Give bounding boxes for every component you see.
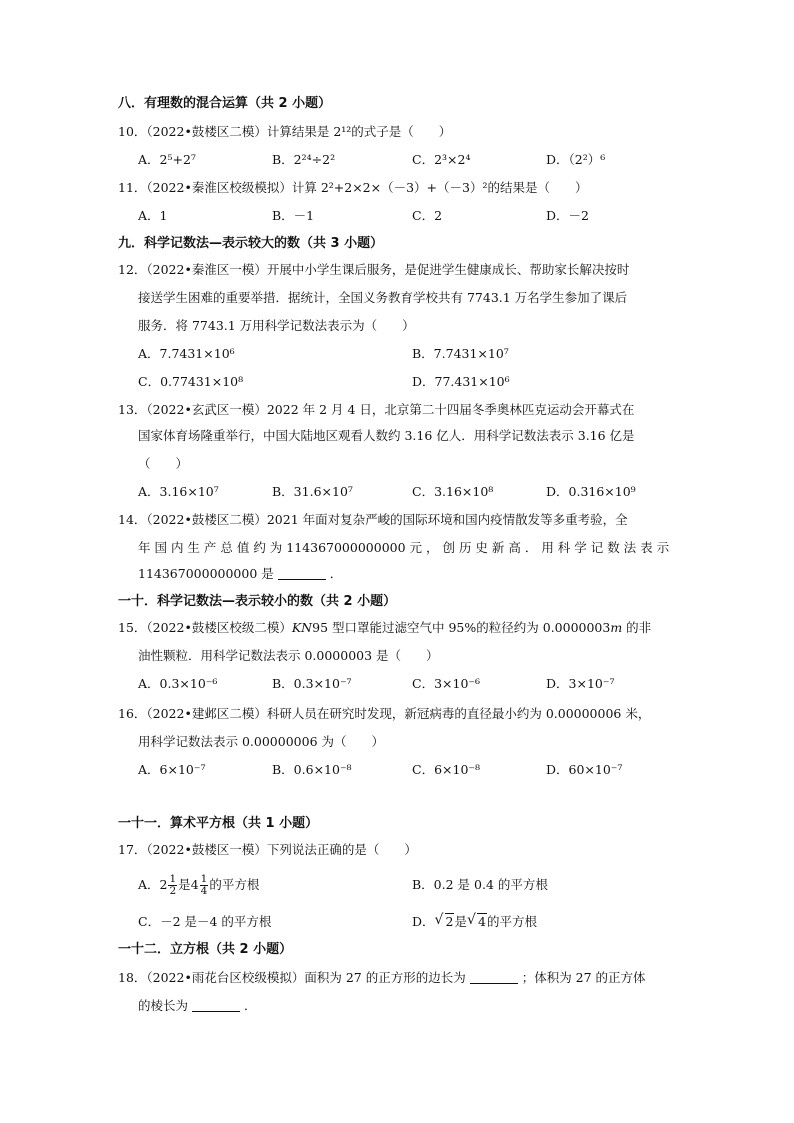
option-c: C．0.77431×10⁸ — [138, 374, 244, 389]
square-root — [435, 914, 455, 930]
section-title: 八．有理数的混合运算（共 2 小题） — [118, 96, 332, 111]
question-number: 11． — [118, 180, 147, 195]
option-c: C．6×10⁻⁸ — [412, 762, 481, 777]
option-label: D． — [412, 914, 435, 929]
question-number: 13． — [118, 402, 147, 417]
option-a: A．7.7431×10⁶ — [138, 346, 235, 361]
option-d: D．77.431×10⁶ — [412, 374, 510, 389]
option-a: A．2⁵+2⁷ — [138, 152, 196, 167]
option-d: D．0.316×10⁹ — [546, 484, 636, 499]
option-b: B．2²⁴÷2² — [272, 152, 336, 167]
question-text: ；体积为 27 的正方体 — [521, 970, 646, 985]
question-number: 12． — [118, 262, 147, 277]
punctuation: ． — [244, 998, 257, 1013]
question-source: （2022•鼓楼区校级二模） — [146, 620, 292, 635]
question-12 — [118, 262, 629, 278]
square-root — [467, 914, 487, 930]
option-d: D．－2 — [546, 208, 589, 223]
question-text-line: （ ） — [138, 456, 189, 471]
question-text: 95 型口罩能过滤空气中 95%的粒径约为 0.0000003 — [312, 620, 611, 635]
question-18 — [118, 970, 646, 986]
question-11 — [118, 180, 588, 196]
question-text-line: 国家体育场隆重举行，中国大陆地区观看人数约 3.16 亿人．用科学记数法表示 3.16 亿是 — [138, 428, 635, 443]
radicand: 4 — [478, 914, 486, 929]
question-text-line: 服务．将 7743.1 万用科学记数法表示为（ ） — [138, 318, 415, 333]
question-text: 计算 2²+2×2×（－3）+（－3）²的结果是（ ） — [291, 180, 588, 195]
punctuation: ． — [329, 566, 343, 581]
option-d: D．60×10⁻⁷ — [546, 762, 623, 777]
denominator: 4 — [200, 885, 208, 897]
option-a: A．3.16×10⁷ — [138, 484, 219, 499]
question-number: 10． — [118, 124, 147, 139]
option-text: 的平方根 — [209, 877, 260, 892]
answer-blank[interactable] — [470, 971, 518, 984]
question-source: （2022•鼓楼区一模） — [146, 842, 267, 857]
option-c: C．3×10⁻⁶ — [412, 676, 481, 691]
radicand: 2 — [445, 914, 454, 929]
answer-blank[interactable] — [192, 999, 240, 1012]
option-c: C．－2 是－4 的平方根 — [138, 914, 272, 929]
question-number: 17． — [118, 842, 147, 857]
fraction — [200, 874, 209, 897]
option-a: A．0.3×10⁻⁶ — [138, 676, 218, 691]
option-text: 是 — [178, 877, 191, 892]
question-source: （2022•秦淮区一模） — [146, 262, 267, 277]
option-text: 是 — [454, 914, 467, 929]
question-text: 2021 年面对复杂严峻的国际环境和国内疫情散发等多重考验，全 — [266, 512, 628, 527]
option-a: A．1 — [138, 208, 168, 223]
answer-blank[interactable] — [278, 567, 326, 580]
question-text: 114367000000000 是 — [138, 566, 274, 581]
question-text-line: 年 国 内 生 产 总 值 约 为 114367000000000 元 ， 创 历 史 新 高 ． 用 科 学 记 数 法 表 示 — [138, 540, 670, 555]
question-text-line: 接送学生困难的重要举措．据统计，全国义务教育学校共有 7743.1 万名学生参加了课后 — [138, 290, 628, 305]
question-text: 开展中小学生课后服务，是促进学生健康成长、帮助家长解决按时 — [266, 262, 630, 277]
numerator: 1 — [169, 873, 177, 885]
option-b: B．－1 — [272, 208, 315, 223]
numerator: 1 — [200, 873, 208, 885]
option-b: B．0.3×10⁻⁷ — [272, 676, 352, 691]
option-a: A．6×10⁻⁷ — [138, 762, 206, 777]
option-b: B．7.7431×10⁷ — [412, 346, 509, 361]
section-title: 一十．科学记数法—表示较小的数（共 2 小题） — [118, 594, 397, 609]
question-15 — [118, 620, 651, 636]
question-text: 的棱长为 — [138, 998, 189, 1013]
question-13 — [118, 402, 634, 418]
question-text-line — [138, 566, 342, 582]
question-text-line: 用科学记数法表示 0.00000006 为（ ） — [138, 734, 384, 749]
question-source: （2022•建邺区二模） — [146, 706, 267, 721]
question-number: 14． — [118, 512, 147, 527]
question-source: （2022•鼓楼区二模） — [146, 512, 267, 527]
option-c: C．2³×2⁴ — [412, 152, 471, 167]
section-title: 一十一．算术平方根（共 1 小题） — [118, 816, 319, 831]
question-10 — [118, 124, 451, 140]
question-text: KN — [291, 620, 313, 635]
option-b: B．0.6×10⁻⁸ — [272, 762, 352, 777]
question-16 — [118, 706, 650, 722]
question-text: 2022 年 2 月 4 日，北京第二十四届冬季奥林匹克运动会开幕式在 — [266, 402, 635, 417]
unit-symbol: m — [610, 620, 623, 635]
question-text: 面积为 27 的正方形的边长为 — [304, 970, 466, 985]
question-source: （2022•鼓楼区二模） — [146, 124, 267, 139]
option-c: C．2 — [412, 208, 443, 223]
question-text: 下列说法正确的是（ ） — [266, 842, 417, 857]
question-source: （2022•玄武区一模） — [146, 402, 267, 417]
question-text-line — [138, 998, 257, 1014]
option-a — [138, 874, 259, 897]
question-text-line: 油性颗粒．用科学记数法表示 0.0000003 是（ ） — [138, 648, 439, 663]
section-title: 一十二．立方根（共 2 小题） — [118, 942, 293, 957]
section-title: 九．科学记数法—表示较大的数（共 3 小题） — [118, 236, 384, 251]
option-label: A． — [138, 877, 160, 892]
question-number: 18． — [118, 970, 147, 985]
fraction — [168, 874, 177, 897]
option-d: D．3×10⁻⁷ — [546, 676, 615, 691]
option-d — [412, 914, 537, 930]
question-17 — [118, 842, 417, 858]
option-b: B．0.2 是 0.4 的平方根 — [412, 877, 548, 892]
question-text: 的非 — [622, 620, 652, 635]
question-number: 16． — [118, 706, 147, 721]
option-b: B．31.6×10⁷ — [272, 484, 353, 499]
option-c: C．3.16×10⁸ — [412, 484, 494, 499]
question-source: （2022•雨花台区校级模拟） — [146, 970, 305, 985]
option-text: 的平方根 — [486, 914, 537, 929]
option-d: D．（2²）⁶ — [546, 152, 606, 167]
question-source: （2022•秦淮区校级模拟） — [146, 180, 292, 195]
question-text: 科研人员在研究时发现，新冠病毒的直径最小约为 0.00000006 米， — [266, 706, 651, 721]
mixed-number-whole: 2 — [159, 877, 168, 892]
mixed-number-whole: 4 — [190, 877, 199, 892]
denominator: 2 — [169, 885, 177, 897]
question-text: 计算结果是 2¹²的式子是（ ） — [266, 124, 452, 139]
question-number: 15． — [118, 620, 147, 635]
question-14 — [118, 512, 628, 528]
